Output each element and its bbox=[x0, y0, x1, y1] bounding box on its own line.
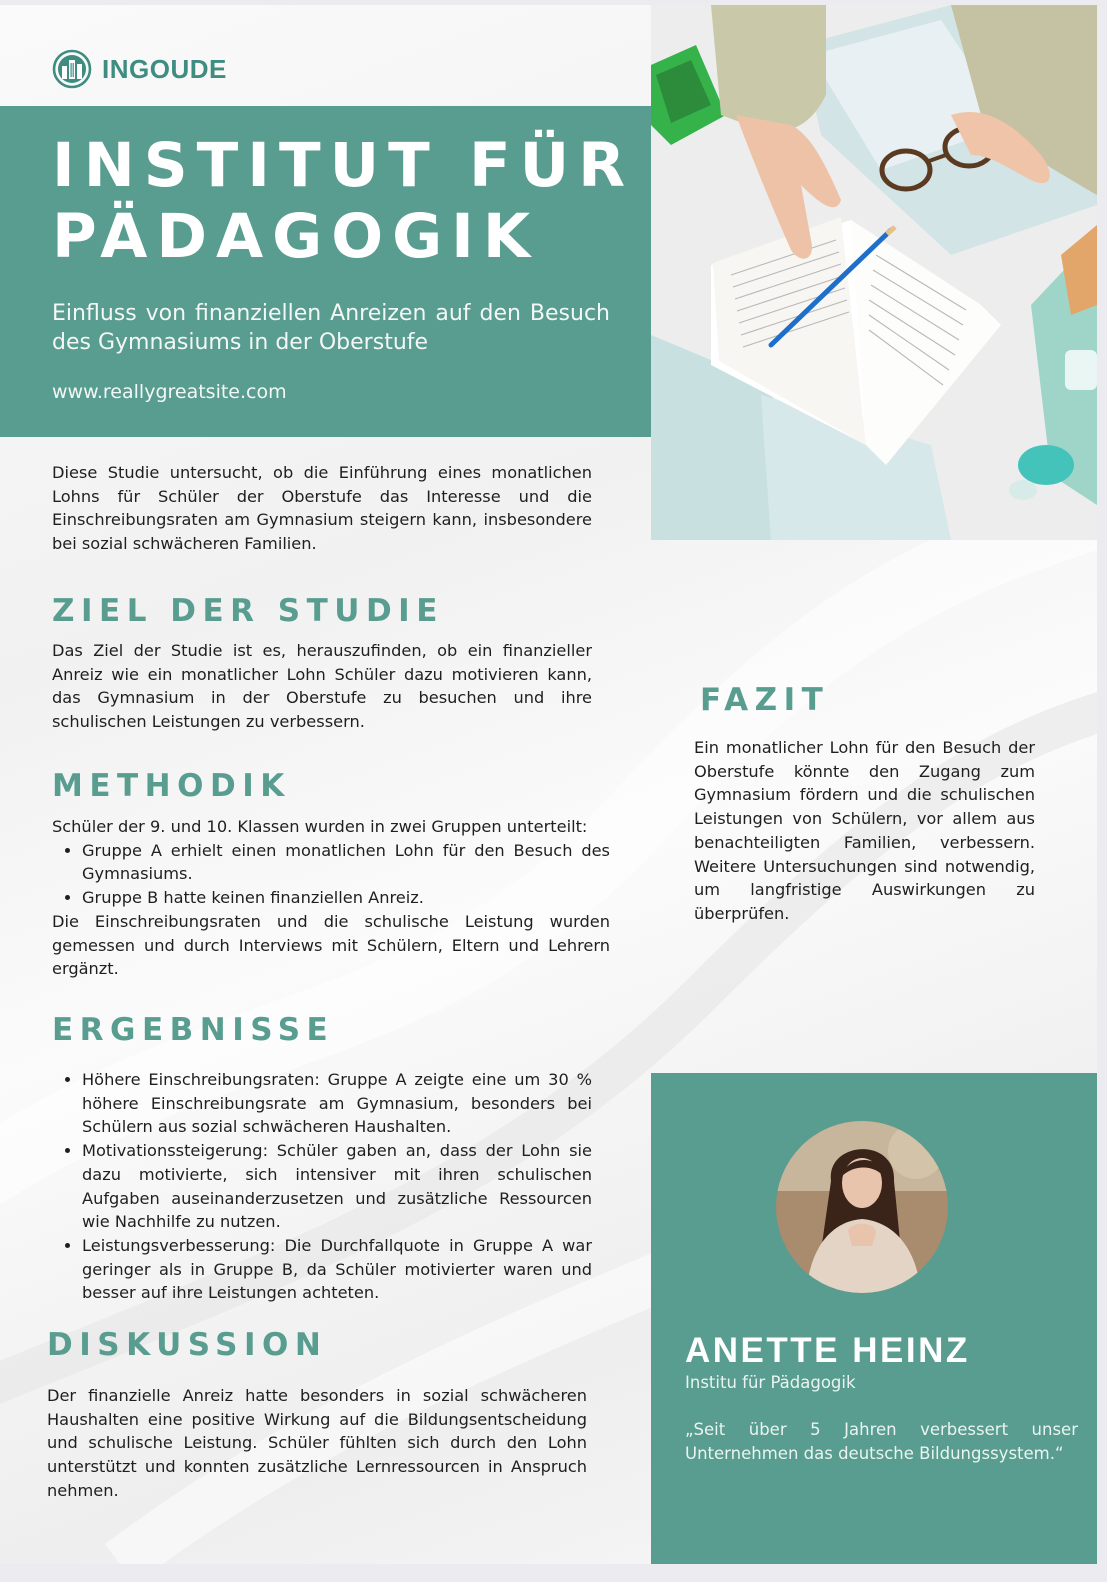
heading-ziel: ZIEL DER STUDIE bbox=[52, 593, 444, 629]
poster-page bbox=[0, 5, 1097, 1564]
page-title bbox=[52, 130, 642, 272]
list-item: • Gruppe B hatte keinen finanziellen Anreiz. bbox=[82, 886, 610, 910]
building-logo-icon bbox=[52, 49, 92, 89]
author-role: Institu für Pädagogik bbox=[685, 1373, 856, 1392]
list-item: • Gruppe A erhielt einen monatlichen Lohn für den Besuch des Gymnasiums. bbox=[82, 839, 610, 886]
subtitle: Einfluss von finanziellen Anreizen auf den Besuch des Gymnasiums in der Oberstufe bbox=[52, 301, 610, 355]
fazit-text: Ein monatlicher Lohn für den Besuch der Oberstufe könnte den Zugang zum Gymnasium fördern und die schulischen Leistungen von Schülern, vor allem aus benachteiligten Familien, verbessern. Weitere Untersuchungen sind notwendig, um langfristige Auswirkungen zu überprüfen. bbox=[694, 738, 1035, 923]
title-line-1: INSTITUT FÜR bbox=[52, 130, 635, 201]
list-item: • Höhere Einschreibungsraten: Gruppe A zeigte eine um 30 % höhere Einschreibungsrate am Gymnasium, besonders bei Schülern aus sozial schwächeren Haushalten. bbox=[82, 1068, 592, 1139]
author-avatar bbox=[776, 1121, 948, 1293]
header-band bbox=[0, 106, 651, 437]
intro-text: Diese Studie untersucht, ob die Einführung eines monatlichen Lohns für Schüler der Oberstufe das Interesse und die Einschreibungsraten am Gymnasium steigern kann, insbesondere bei sozial schwächeren Familien. bbox=[52, 463, 592, 554]
methodik-intro: Schüler der 9. und 10. Klassen wurden in zwei Gruppen unterteilt: bbox=[52, 817, 588, 836]
heading-fazit: FAZIT bbox=[700, 682, 830, 718]
list-item: • Leistungsverbesserung: Die Durchfallquote in Gruppe A war geringer als in Gruppe B, da Schüler motivierter waren und besser auf ihre Leistungen achteten. bbox=[82, 1234, 592, 1305]
heading-methodik: METHODIK bbox=[52, 768, 291, 804]
heading-ergebnisse: ERGEBNISSE bbox=[52, 1012, 335, 1048]
diskussion-text: Der finanzielle Anreiz hatte besonders in sozial schwächeren Haushalten eine positive Wirkung auf die Bildungsentscheidung und schulische Leistung. Schüler fühlten sich durch den Lohn unterstützt und konnten zusätzliche Lernressourcen in Anspruch nehmen. bbox=[47, 1386, 587, 1500]
author-name: ANETTE HEINZ bbox=[685, 1331, 970, 1370]
brand-name: INGOUDE bbox=[102, 53, 227, 84]
methodik-outro: Die Einschreibungsraten und die schulische Leistung wurden gemessen und durch Interviews mit Schülern, Eltern und Lehrern ergänzt. bbox=[52, 911, 610, 979]
author-quote: „Seit über 5 Jahren verbessert unser Unternehmen das deutsche Bildungssystem.“ bbox=[685, 1420, 1078, 1463]
methodik-block bbox=[52, 815, 610, 981]
title-line-2: PÄDAGOGIK bbox=[52, 201, 540, 272]
author-panel bbox=[651, 1073, 1097, 1564]
ziel-text: Das Ziel der Studie ist es, herauszufinden, ob ein finanzieller Anreiz wie ein monatlicher Lohn Schüler dazu motivieren kann, das Gymnasium in der Oberstufe zu besuchen und ihre schulischen Leistungen zu verbessern. bbox=[52, 641, 592, 732]
heading-diskussion: DISKUSSION bbox=[47, 1327, 328, 1363]
ergebnisse-block bbox=[52, 1068, 592, 1305]
list-item: • Motivationssteigerung: Schüler gaben an, dass der Lohn sie dazu motivierte, sich intensiver mit ihren schulischen Aufgaben auseinanderzusetzen und zusätzliche Ressourcen wie Nachhilfe zu nutzen. bbox=[82, 1139, 592, 1234]
methodik-list bbox=[52, 839, 610, 910]
brand-logo[interactable] bbox=[52, 47, 227, 91]
ergebnisse-list bbox=[52, 1068, 592, 1305]
study-photo bbox=[651, 5, 1097, 540]
website-link[interactable]: www.reallygreatsite.com bbox=[52, 381, 287, 403]
